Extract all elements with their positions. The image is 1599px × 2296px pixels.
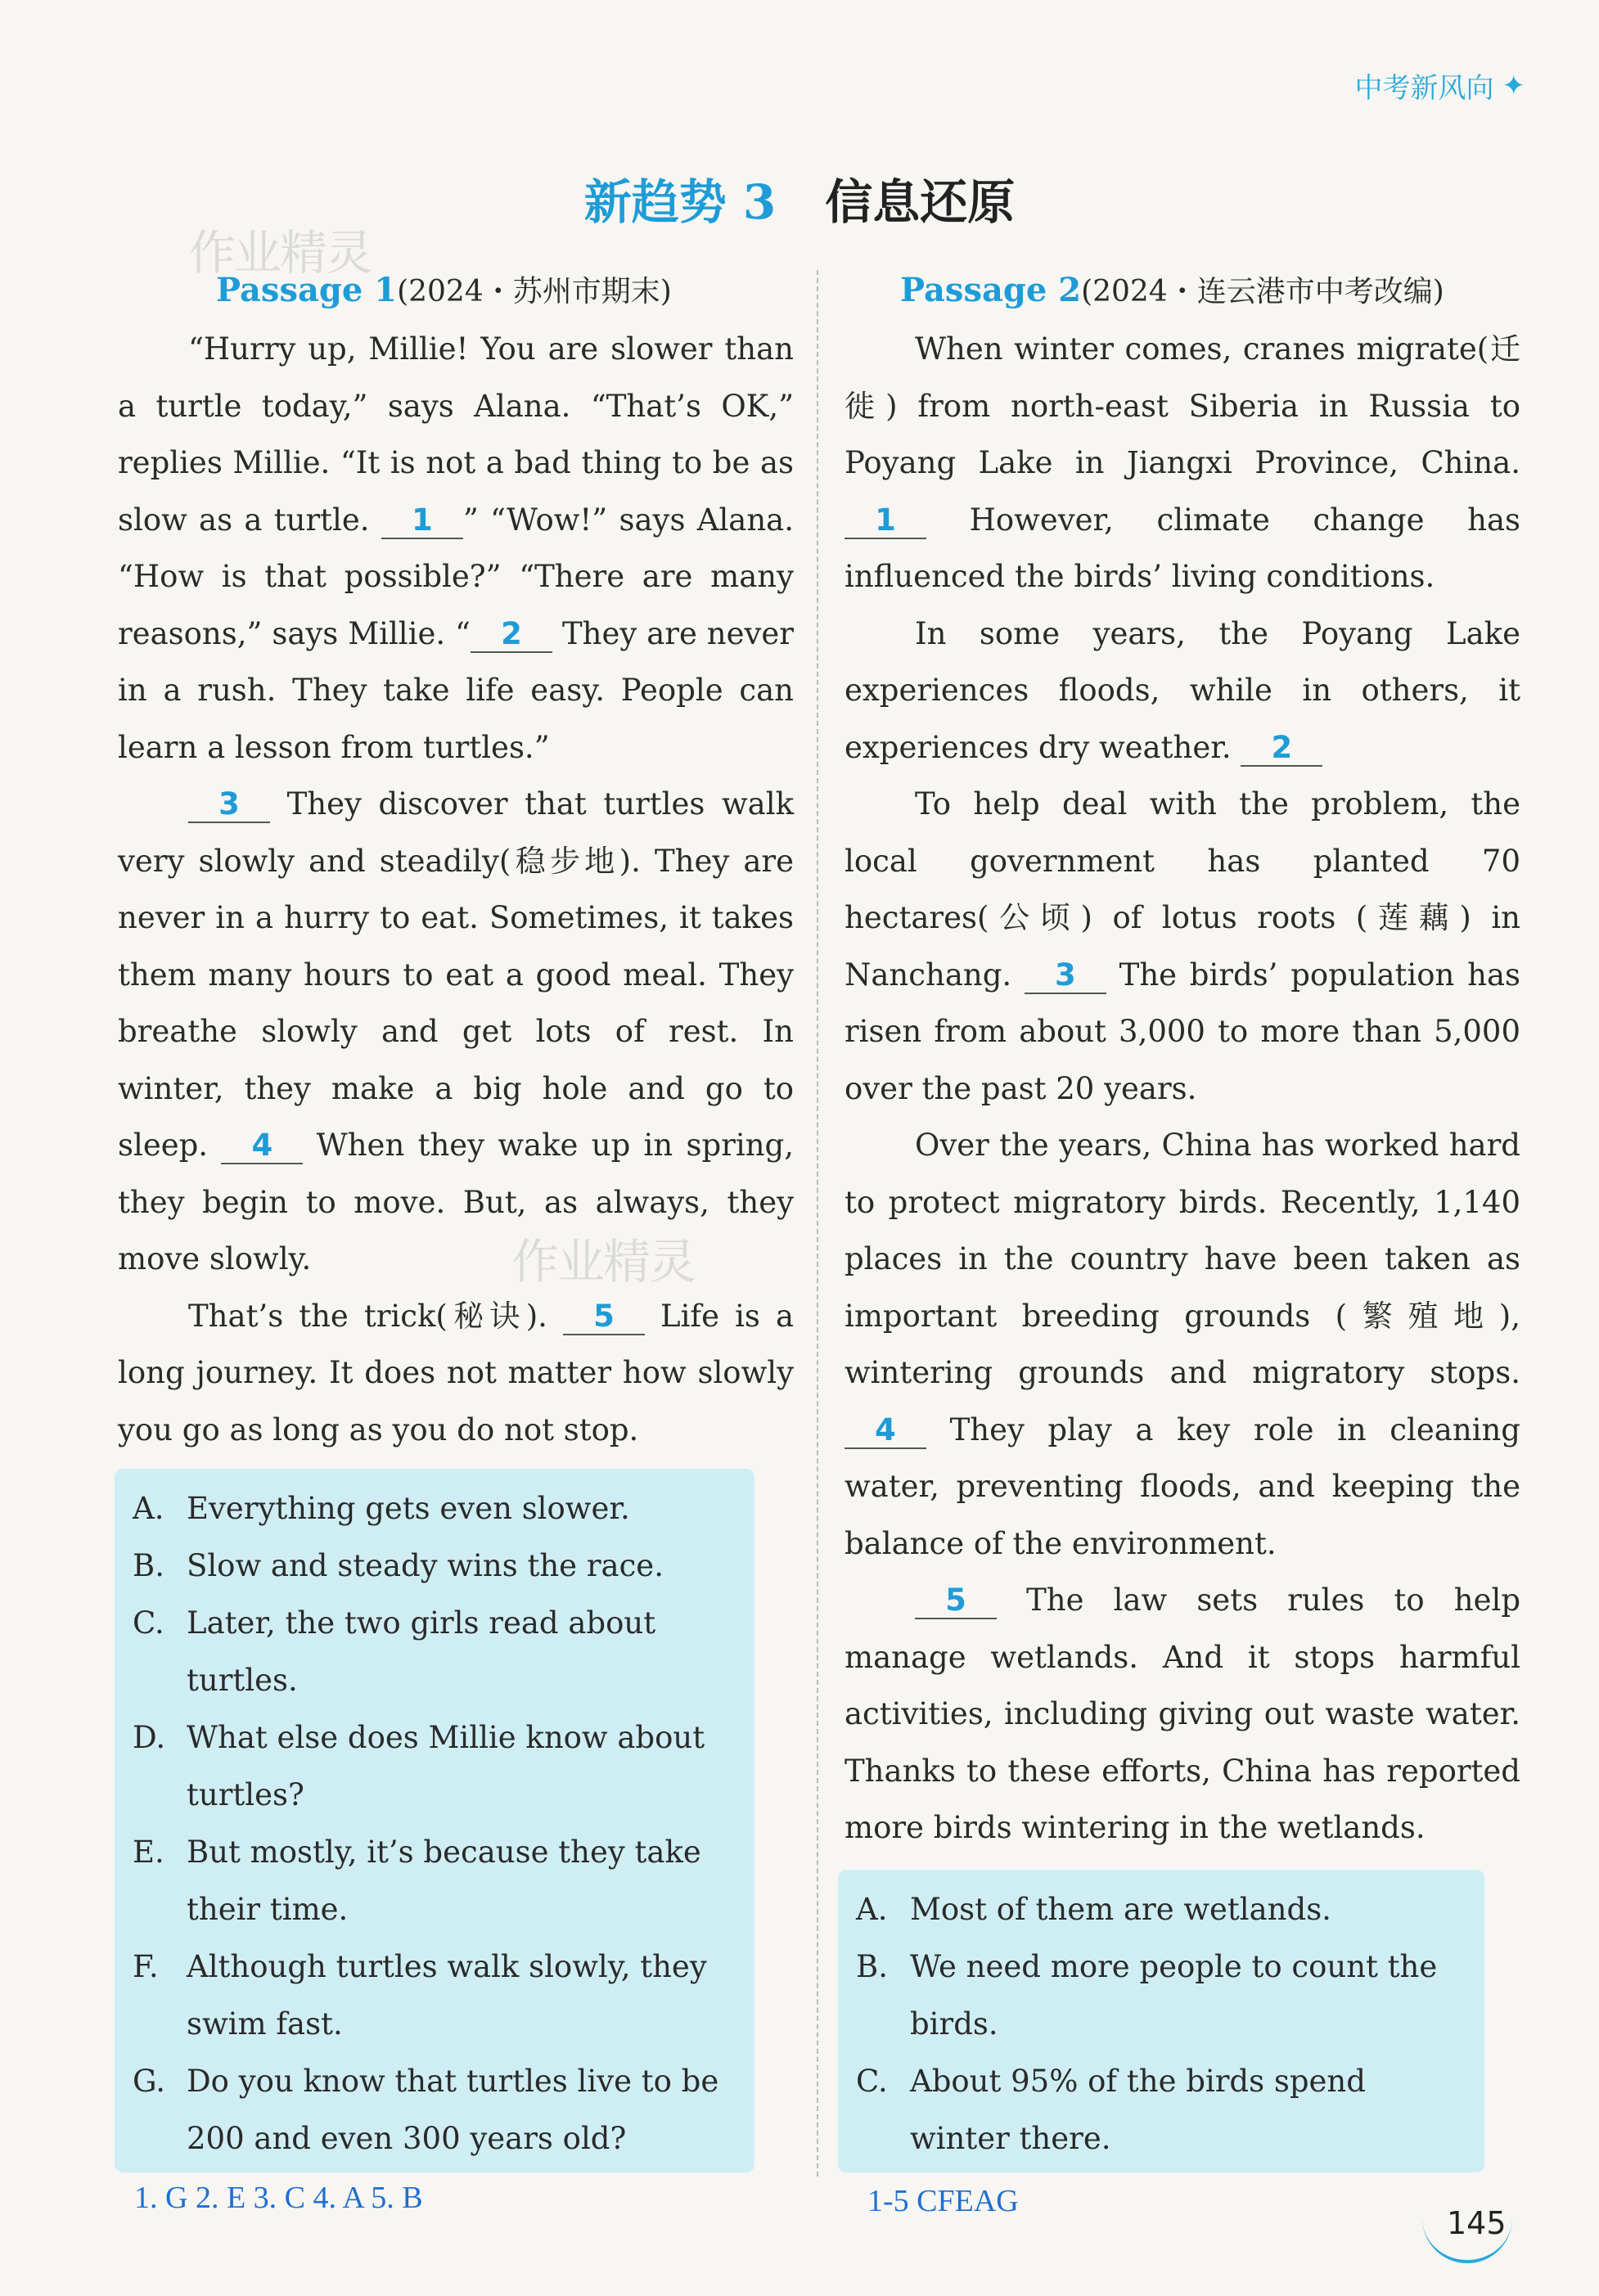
passage-1-options — [115, 1469, 754, 2172]
star-icon: ✦ — [1502, 69, 1525, 102]
option-b[interactable]: B. Slow and steady wins the race. — [133, 1548, 664, 1583]
watermark: 作业精灵 — [511, 1234, 696, 1290]
option-g[interactable]: G. Do you know that turtles live to be 200 and even 300 years old? — [133, 2064, 719, 2156]
passage-2-paragraph-2: In some years, the Poyang Lake experiences floods, while in others, it experiences dry weather. 2 — [845, 615, 1520, 765]
blank-1[interactable]: 1 — [845, 503, 926, 539]
option-c[interactable]: C. About 95% of the birds spend winter there. — [856, 2064, 1366, 2156]
blank-2[interactable]: 2 — [471, 617, 552, 653]
passage-1-paragraph-3: That’s the trick(秘诀). 5 Life is a long journey. It does not matter how slowly you go as long as you do not stop. — [118, 1298, 795, 1447]
option-d[interactable]: D. What else does Millie know about turtles? — [133, 1720, 705, 1812]
passage-2-source: (2024・连云港市中考改编) — [1081, 275, 1444, 308]
passage-1-heading — [118, 262, 794, 321]
blank-4[interactable]: 4 — [221, 1128, 303, 1164]
passage-2-paragraph-4: Over the years, China has worked hard to protect migratory birds. Recently, 1,140 places in the country have been taken as important breeding grounds (繁殖地), wintering grounds and migratory stops. 4 They play a key role in cleaning water, preventing floods, and keeping the balance of the environment. — [845, 1128, 1520, 1561]
passage-1 — [118, 262, 794, 1458]
option-a[interactable]: A. Everything gets even slower. — [133, 1491, 630, 1526]
passage-2-options — [838, 1870, 1484, 2172]
title-topic: 信息还原 — [825, 174, 1016, 230]
passage-1-paragraph-1: “Hurry up, Millie! You are slower than a turtle today,” says Alana. “That’s OK,” replies Millie. “It is not a bad thing to be as slow as a turtle. 1 ” “Wow!” says Alana. “How is that possible?” “There are many reasons,” says Millie. “ 2 They are never in a rush. They take life easy. People can learn a lesson from turtles.” — [118, 331, 795, 765]
option-f[interactable]: F. Although turtles walk slowly, they swim fast. — [133, 1949, 707, 2042]
passage-1-name: Passage 1 — [216, 271, 398, 309]
passage-1-answers: 1. G 2. E 3. C 4. A 5. B — [134, 2181, 423, 2215]
option-c[interactable]: C. Later, the two girls read about turtles. — [133, 1605, 656, 1698]
title-trend: 新趋势 3 — [583, 174, 777, 230]
passage-2-name: Passage 2 — [900, 271, 1082, 309]
passage-2-paragraph-5: 5 The law sets rules to help manage wetlands. And it stops harmful activities, including giving out waste water. Thanks to these efforts, China has reported more birds wintering in the wetlands. — [845, 1582, 1521, 1845]
passage-2-heading — [845, 262, 1520, 321]
header-text: 中考新风向 — [1354, 72, 1494, 105]
option-b[interactable]: B. We need more people to count the birds. — [856, 1949, 1438, 2042]
passage-2-answers: 1-5 CFEAG — [867, 2184, 1019, 2218]
option-a[interactable]: A. Most of them are wetlands. — [856, 1892, 1331, 1927]
passage-2 — [845, 262, 1520, 1857]
watermark: 作业精灵 — [188, 225, 372, 281]
page-number: 145 — [1447, 2205, 1507, 2241]
blank-4[interactable]: 4 — [845, 1413, 926, 1449]
header-tag — [1355, 65, 1526, 106]
blank-2[interactable]: 2 — [1241, 731, 1322, 767]
passage-2-paragraph-3: To help deal with the problem, the local government has planted 70 hectares(公顷) of lotus roots (莲藕) in Nanchang. 3 The birds’ population has risen from about 3,000 to more than 5,000 over the past 20 years. — [845, 786, 1520, 1106]
column-divider — [817, 270, 818, 2177]
option-e[interactable]: E. But mostly, it’s because they take their time. — [133, 1835, 701, 1927]
passage-2-paragraph-1: When winter comes, cranes migrate(迁徙) from north-east Siberia in Russia to Poyang Lake in Jiangxi Province, China. 1 However, climate change has influenced the birds’ living conditions. — [845, 331, 1520, 594]
passage-1-paragraph-2: 3 They discover that turtles walk very slowly and steadily(稳步地). They are never in a hurry to eat. Sometimes, it takes them many hours to eat a good meal. They breathe slowly and get lots of rest. In winter, they make a big hole and go to sleep. 4 When they wake up in spring, they begin to move. But, as always, they move slowly. — [118, 786, 794, 1276]
blank-5[interactable]: 5 — [563, 1299, 645, 1335]
blank-3[interactable]: 3 — [188, 787, 270, 823]
blank-3[interactable]: 3 — [1025, 958, 1106, 994]
passage-1-source: (2024・苏州市期末) — [397, 275, 672, 308]
blank-1[interactable]: 1 — [381, 503, 463, 539]
blank-5[interactable]: 5 — [915, 1583, 997, 1619]
